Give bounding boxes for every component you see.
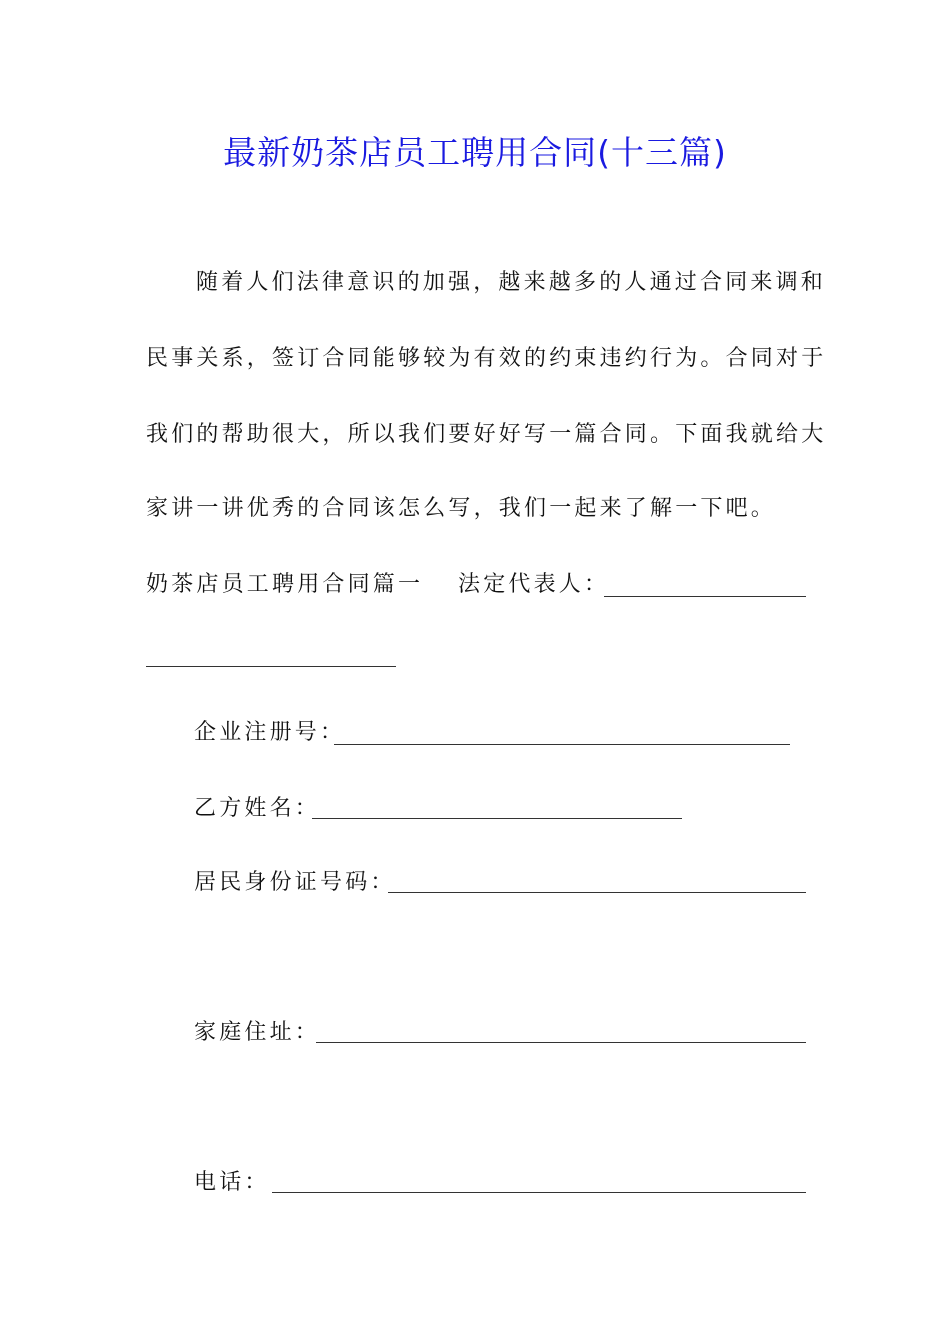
intro-paragraph-line-2: 民事关系，签订合同能够较为有效的约束违约行为。合同对于: [146, 346, 827, 371]
reg-no-underline: [334, 744, 790, 745]
id-no-label: 居民身份证号码：: [194, 870, 396, 895]
intro-paragraph-line-3: 我们的帮助很大，所以我们要好好写一篇合同。下面我就给大: [146, 422, 827, 447]
section-heading: 奶茶店员工聘用合同篇一: [146, 572, 424, 597]
legal-rep-underline: [604, 596, 806, 597]
phone-label: 电话：: [194, 1170, 270, 1195]
party-b-name-label: 乙方姓名：: [194, 796, 321, 821]
intro-paragraph-line-4: 家讲一讲优秀的合同该怎么写，我们一起来了解一下吧。: [146, 496, 777, 521]
party-b-name-underline: [312, 818, 682, 819]
id-no-underline: [388, 892, 806, 893]
legal-rep-label: 法定代表人：: [458, 572, 610, 597]
address-underline: [316, 1042, 806, 1043]
legal-rep-underline-continued: [146, 666, 396, 667]
phone-underline: [272, 1192, 806, 1193]
intro-paragraph-line-1: 随着人们法律意识的加强，越来越多的人通过合同来调和: [196, 270, 827, 295]
reg-no-label: 企业注册号：: [194, 720, 346, 745]
address-label: 家庭住址：: [194, 1020, 321, 1045]
document-title: 最新奶茶店员工聘用合同(十三篇): [223, 133, 727, 172]
